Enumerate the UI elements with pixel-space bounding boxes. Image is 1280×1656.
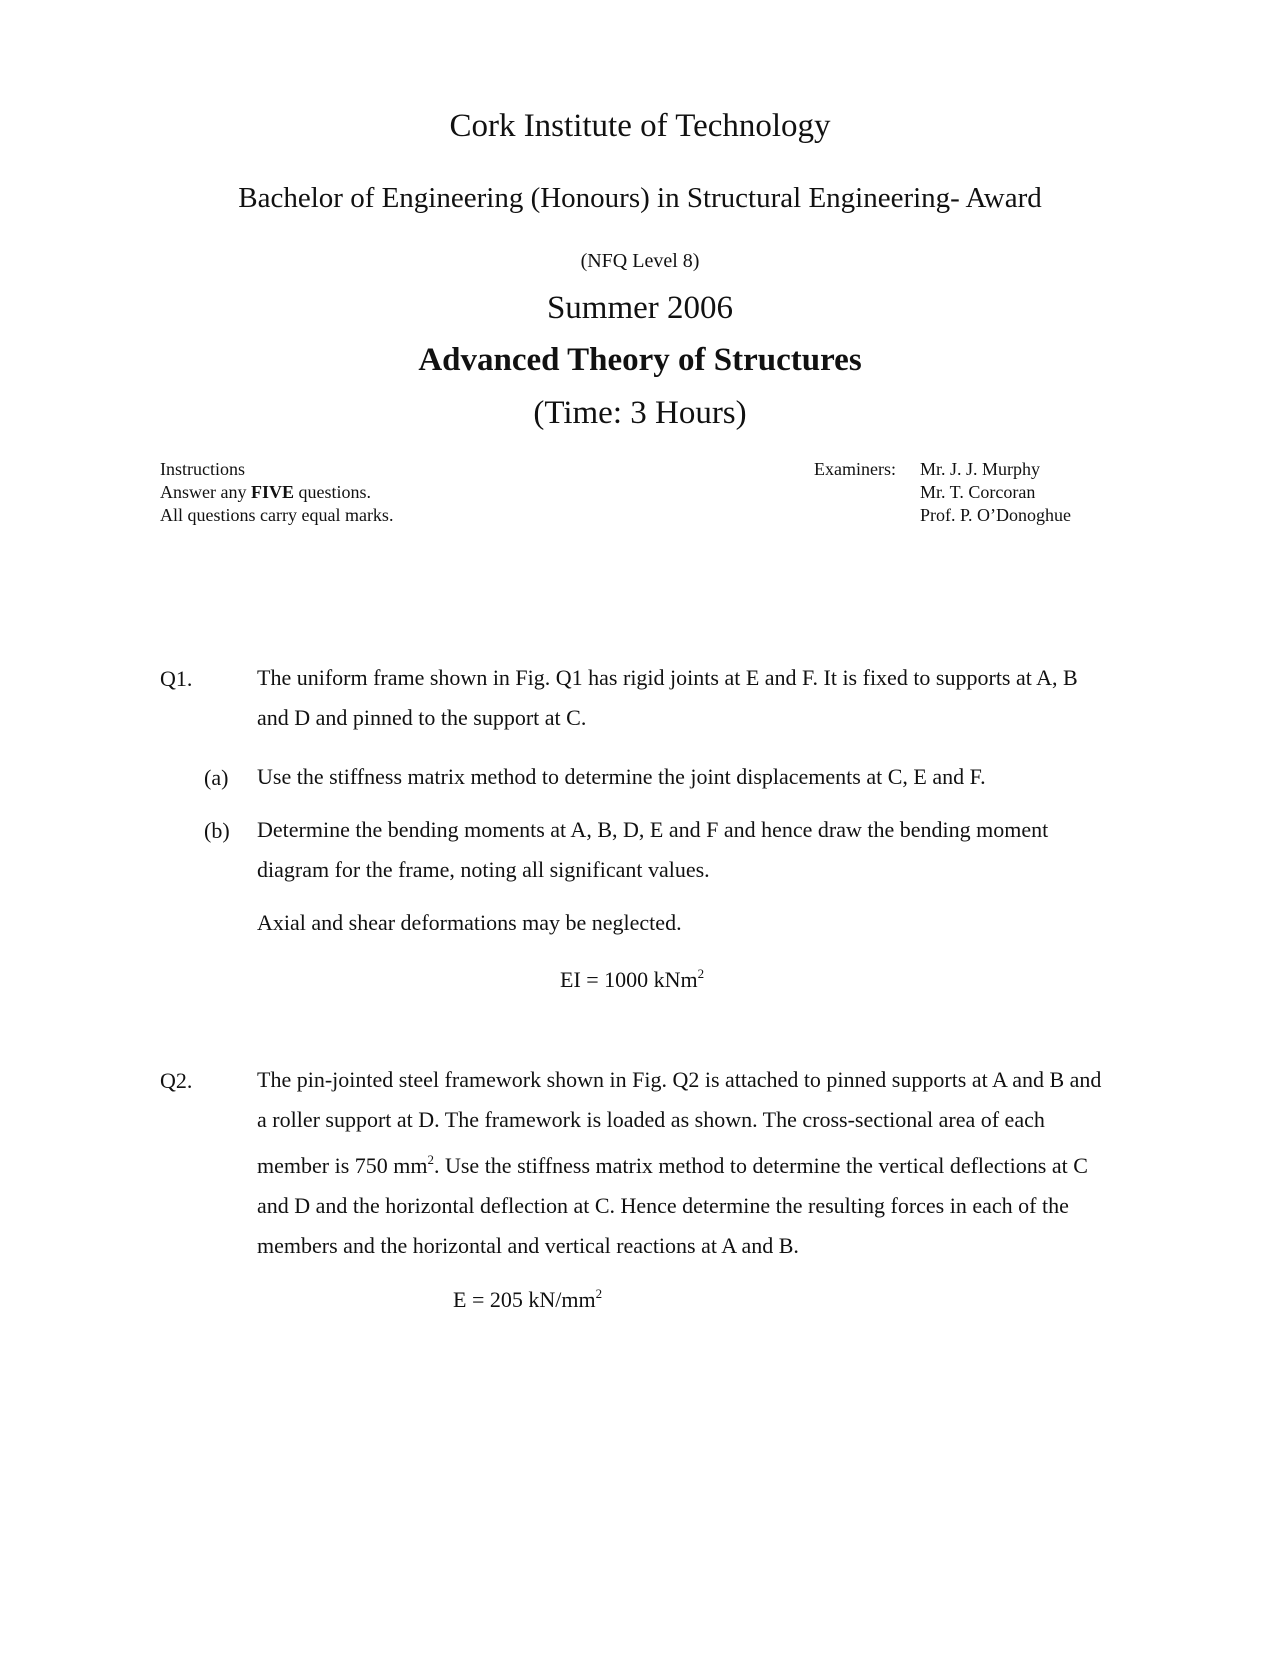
institution-title: Cork Institute of Technology xyxy=(449,108,831,144)
q2-text xyxy=(257,1060,1112,1266)
instructions-line-1-suffix: questions. xyxy=(294,482,372,502)
q1-formula-text: EI = 1000 kNm xyxy=(560,967,698,992)
instructions-line-1-prefix: Answer any xyxy=(160,482,251,502)
instructions-block xyxy=(160,458,393,527)
q2-area-exponent: 2 xyxy=(427,1152,434,1167)
q1-formula xyxy=(560,966,704,993)
subject-title: Advanced Theory of Structures xyxy=(418,342,862,378)
examiner-name: Prof. P. O’Donoghue xyxy=(920,505,1071,525)
q2-formula-exponent: 2 xyxy=(595,1286,603,1301)
examiners-label: Examiners: xyxy=(814,459,896,479)
q2-number: Q2. xyxy=(160,1068,193,1093)
instructions-five: FIVE xyxy=(250,482,294,502)
q1-part-a-label: (a) xyxy=(204,765,229,790)
q1-part-b: Determine the bending moments at A, B, D, E and F and hence draw the bending moment diagram for the frame, noting all significant values. xyxy=(257,817,1049,882)
q2-text-part-2: . Use the stiffness matrix method to determine the vertical deflections at C and D and the horizontal deflection at C. Hence determine the resulting forces in each of the members and the horizontal and vertical reactions at A and B. xyxy=(257,1153,1088,1258)
q2-text-part-1: The pin-jointed steel framework shown in Fig. Q2 is attached to pinned supports at A and B and a roller support at D. The framework is loaded as shown. The cross-sectional area of each member is 750 mm xyxy=(257,1067,1102,1178)
nfq-level: (NFQ Level 8) xyxy=(580,250,700,272)
q1-part-b-label: (b) xyxy=(204,818,230,843)
q1-formula-exponent: 2 xyxy=(697,966,705,981)
q1-intro: The uniform frame shown in Fig. Q1 has rigid joints at E and F. It is fixed to supports at A, B and D and pinned to the support at C. xyxy=(257,665,1078,730)
examiner-name: Mr. T. Corcoran xyxy=(920,482,1036,502)
exam-session: Summer 2006 xyxy=(546,290,734,326)
programme-title: Bachelor of Engineering (Honours) in Structural Engineering- Award xyxy=(238,182,1042,214)
q2-formula xyxy=(453,1286,602,1313)
instructions-line-2: All questions carry equal marks. xyxy=(160,505,394,525)
q1-note: Axial and shear deformations may be neglected. xyxy=(257,910,682,935)
q1-number: Q1. xyxy=(160,666,193,691)
instructions-title: Instructions xyxy=(160,459,245,479)
examiners-list xyxy=(920,458,1071,527)
q2-formula-text: E = 205 kN/mm xyxy=(453,1287,596,1312)
q1-part-a: Use the stiffness matrix method to determine the joint displacements at C, E and F. xyxy=(257,764,986,789)
examiner-name: Mr. J. J. Murphy xyxy=(920,459,1041,479)
exam-duration: (Time: 3 Hours) xyxy=(533,395,747,431)
instructions-line-1 xyxy=(160,481,393,504)
